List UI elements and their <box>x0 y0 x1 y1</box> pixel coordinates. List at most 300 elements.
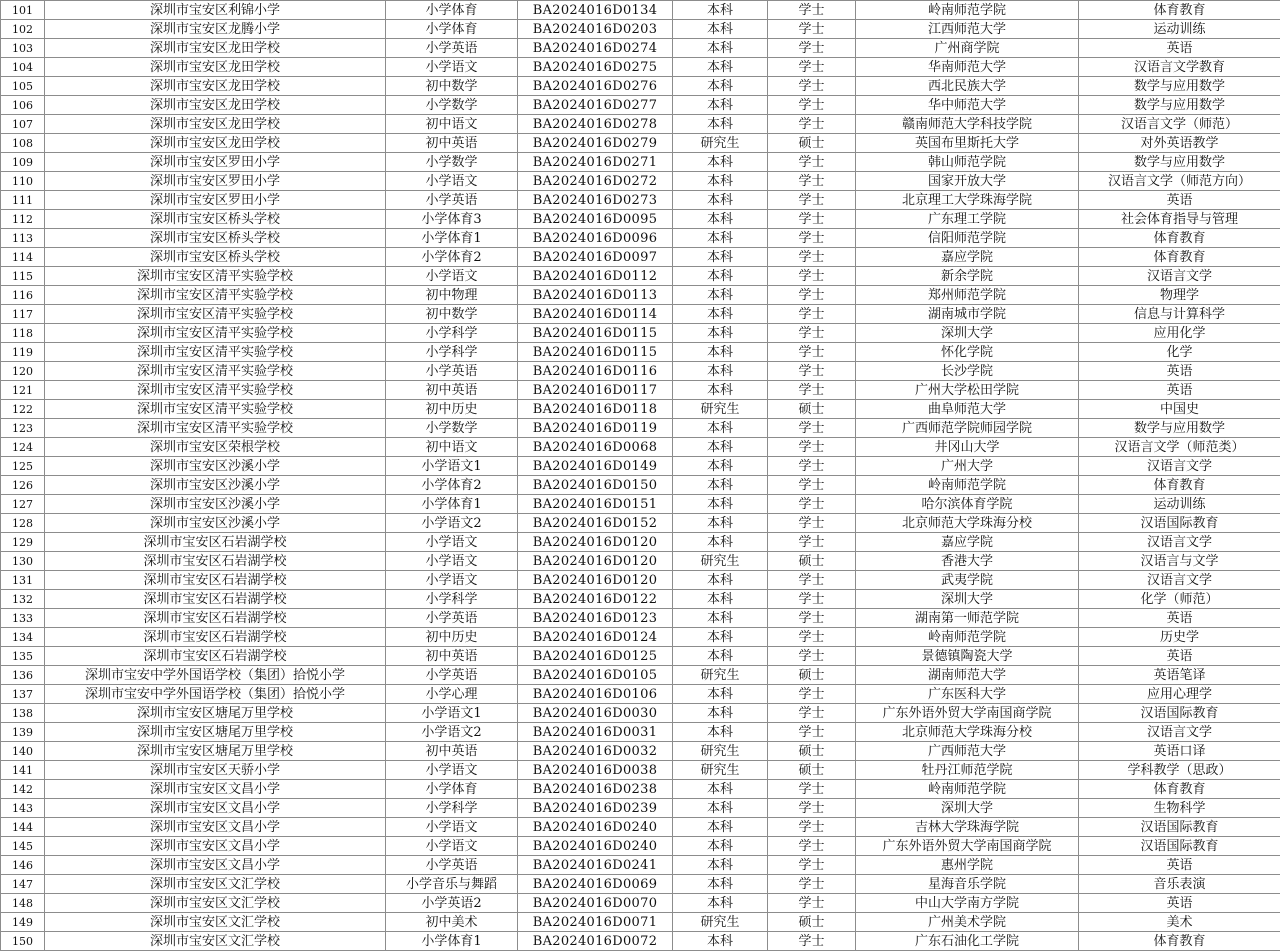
major-cell: 英语 <box>1079 647 1280 666</box>
position-cell: 小学英语 <box>386 609 518 628</box>
degree-cell: 学士 <box>768 533 856 552</box>
position-cell: 初中物理 <box>386 286 518 305</box>
education-level-cell: 本科 <box>673 685 768 704</box>
school-name-cell: 深圳市宝安区塘尾万里学校 <box>45 742 386 761</box>
row-number-cell: 117 <box>1 305 45 324</box>
table-row <box>1 666 1280 685</box>
education-level-cell: 本科 <box>673 229 768 248</box>
education-level-cell: 本科 <box>673 172 768 191</box>
table-row <box>1 533 1280 552</box>
position-code-cell: BA2024016D0030 <box>518 704 673 723</box>
education-level-cell: 本科 <box>673 590 768 609</box>
position-code-cell: BA2024016D0105 <box>518 666 673 685</box>
degree-cell: 学士 <box>768 324 856 343</box>
position-cell: 小学语文1 <box>386 704 518 723</box>
row-number-cell: 108 <box>1 134 45 153</box>
position-code-cell: BA2024016D0031 <box>518 723 673 742</box>
position-cell: 小学语文2 <box>386 723 518 742</box>
table-row <box>1 837 1280 856</box>
table-row <box>1 20 1280 39</box>
education-level-cell: 本科 <box>673 286 768 305</box>
position-cell: 初中历史 <box>386 628 518 647</box>
graduate-school-cell: 广东外语外贸大学南国商学院 <box>856 704 1079 723</box>
school-name-cell: 深圳市宝安区文汇学校 <box>45 894 386 913</box>
major-cell: 汉语国际教育 <box>1079 837 1280 856</box>
school-name-cell: 深圳市宝安区石岩湖学校 <box>45 647 386 666</box>
graduate-school-cell: 湖南师范大学 <box>856 666 1079 685</box>
row-number-cell: 127 <box>1 495 45 514</box>
school-name-cell: 深圳市宝安区荣根学校 <box>45 438 386 457</box>
degree-cell: 学士 <box>768 362 856 381</box>
degree-cell: 硕士 <box>768 400 856 419</box>
row-number-cell: 148 <box>1 894 45 913</box>
school-name-cell: 深圳市宝安区罗田小学 <box>45 153 386 172</box>
education-level-cell: 本科 <box>673 818 768 837</box>
major-cell: 汉语言文学教育 <box>1079 58 1280 77</box>
graduate-school-cell: 西北民族大学 <box>856 77 1079 96</box>
major-cell: 汉语言文学 <box>1079 457 1280 476</box>
position-cell: 初中英语 <box>386 381 518 400</box>
row-number-cell: 126 <box>1 476 45 495</box>
degree-cell: 学士 <box>768 704 856 723</box>
position-cell: 初中英语 <box>386 134 518 153</box>
degree-cell: 学士 <box>768 837 856 856</box>
education-level-cell: 本科 <box>673 628 768 647</box>
graduate-school-cell: 湖南第一师范学院 <box>856 609 1079 628</box>
position-cell: 小学心理 <box>386 685 518 704</box>
major-cell: 生物科学 <box>1079 799 1280 818</box>
position-cell: 小学体育1 <box>386 932 518 951</box>
school-name-cell: 深圳市宝安区桥头学校 <box>45 210 386 229</box>
school-name-cell: 深圳市宝安区石岩湖学校 <box>45 628 386 647</box>
degree-cell: 学士 <box>768 590 856 609</box>
table-row <box>1 647 1280 666</box>
table-row <box>1 590 1280 609</box>
position-cell: 小学英语 <box>386 39 518 58</box>
school-name-cell: 深圳市宝安区石岩湖学校 <box>45 552 386 571</box>
position-code-cell: BA2024016D0112 <box>518 267 673 286</box>
table-row <box>1 229 1280 248</box>
education-level-cell: 本科 <box>673 267 768 286</box>
graduate-school-cell: 嘉应学院 <box>856 248 1079 267</box>
graduate-school-cell: 广东理工学院 <box>856 210 1079 229</box>
major-cell: 数学与应用数学 <box>1079 153 1280 172</box>
table-row <box>1 818 1280 837</box>
position-code-cell: BA2024016D0272 <box>518 172 673 191</box>
position-cell: 小学体育2 <box>386 476 518 495</box>
graduate-school-cell: 深圳大学 <box>856 799 1079 818</box>
graduate-school-cell: 北京师范大学珠海分校 <box>856 514 1079 533</box>
major-cell: 英语 <box>1079 856 1280 875</box>
position-cell: 小学语文 <box>386 172 518 191</box>
table-row <box>1 305 1280 324</box>
graduate-school-cell: 岭南师范学院 <box>856 628 1079 647</box>
table-row <box>1 913 1280 932</box>
major-cell: 对外英语教学 <box>1079 134 1280 153</box>
school-name-cell: 深圳市宝安区文昌小学 <box>45 837 386 856</box>
table-row <box>1 552 1280 571</box>
graduate-school-cell: 广州大学 <box>856 457 1079 476</box>
position-code-cell: BA2024016D0273 <box>518 191 673 210</box>
school-name-cell: 深圳市宝安区沙溪小学 <box>45 495 386 514</box>
major-cell: 体育教育 <box>1079 780 1280 799</box>
row-number-cell: 145 <box>1 837 45 856</box>
graduate-school-cell: 新余学院 <box>856 267 1079 286</box>
position-cell: 小学语文2 <box>386 514 518 533</box>
position-cell: 小学数学 <box>386 96 518 115</box>
position-code-cell: BA2024016D0120 <box>518 533 673 552</box>
degree-cell: 学士 <box>768 495 856 514</box>
position-cell: 小学英语 <box>386 666 518 685</box>
position-cell: 小学科学 <box>386 799 518 818</box>
table-row <box>1 799 1280 818</box>
education-level-cell: 研究生 <box>673 552 768 571</box>
school-name-cell: 深圳市宝安区清平实验学校 <box>45 343 386 362</box>
school-name-cell: 深圳市宝安区龙田学校 <box>45 115 386 134</box>
row-number-cell: 139 <box>1 723 45 742</box>
position-cell: 小学语文1 <box>386 457 518 476</box>
school-name-cell: 深圳市宝安中学外国语学校（集团）拾悦小学 <box>45 666 386 685</box>
graduate-school-cell: 中山大学南方学院 <box>856 894 1079 913</box>
position-cell: 小学语文 <box>386 837 518 856</box>
table-row <box>1 438 1280 457</box>
major-cell: 英语 <box>1079 191 1280 210</box>
row-number-cell: 124 <box>1 438 45 457</box>
position-code-cell: BA2024016D0120 <box>518 571 673 590</box>
table-row <box>1 723 1280 742</box>
graduate-school-cell: 湖南城市学院 <box>856 305 1079 324</box>
degree-cell: 硕士 <box>768 742 856 761</box>
degree-cell: 学士 <box>768 96 856 115</box>
position-code-cell: BA2024016D0122 <box>518 590 673 609</box>
graduate-school-cell: 江西师范大学 <box>856 20 1079 39</box>
school-name-cell: 深圳市宝安区文昌小学 <box>45 799 386 818</box>
education-level-cell: 本科 <box>673 39 768 58</box>
table-row <box>1 248 1280 267</box>
graduate-school-cell: 郑州师范学院 <box>856 286 1079 305</box>
graduate-school-cell: 广州大学松田学院 <box>856 381 1079 400</box>
graduate-school-cell: 井冈山大学 <box>856 438 1079 457</box>
row-number-cell: 121 <box>1 381 45 400</box>
position-code-cell: BA2024016D0032 <box>518 742 673 761</box>
education-level-cell: 本科 <box>673 1 768 20</box>
table-row <box>1 115 1280 134</box>
position-code-cell: BA2024016D0068 <box>518 438 673 457</box>
row-number-cell: 114 <box>1 248 45 267</box>
major-cell: 体育教育 <box>1079 248 1280 267</box>
degree-cell: 学士 <box>768 457 856 476</box>
position-code-cell: BA2024016D0118 <box>518 400 673 419</box>
graduate-school-cell: 广州商学院 <box>856 39 1079 58</box>
row-number-cell: 144 <box>1 818 45 837</box>
graduate-school-cell: 岭南师范学院 <box>856 1 1079 20</box>
school-name-cell: 深圳市宝安区龙田学校 <box>45 134 386 153</box>
education-level-cell: 研究生 <box>673 761 768 780</box>
school-name-cell: 深圳市宝安区清平实验学校 <box>45 324 386 343</box>
table-row <box>1 153 1280 172</box>
graduate-school-cell: 惠州学院 <box>856 856 1079 875</box>
position-cell: 初中语文 <box>386 115 518 134</box>
position-code-cell: BA2024016D0106 <box>518 685 673 704</box>
graduate-school-cell: 深圳大学 <box>856 590 1079 609</box>
school-name-cell: 深圳市宝安区石岩湖学校 <box>45 533 386 552</box>
major-cell: 中国史 <box>1079 400 1280 419</box>
graduate-school-cell: 武夷学院 <box>856 571 1079 590</box>
table-row <box>1 419 1280 438</box>
row-number-cell: 112 <box>1 210 45 229</box>
position-cell: 小学体育2 <box>386 248 518 267</box>
row-number-cell: 122 <box>1 400 45 419</box>
position-code-cell: BA2024016D0072 <box>518 932 673 951</box>
table-row <box>1 267 1280 286</box>
table-row <box>1 286 1280 305</box>
education-level-cell: 本科 <box>673 704 768 723</box>
row-number-cell: 149 <box>1 913 45 932</box>
degree-cell: 学士 <box>768 77 856 96</box>
education-level-cell: 本科 <box>673 894 768 913</box>
major-cell: 体育教育 <box>1079 1 1280 20</box>
major-cell: 汉语国际教育 <box>1079 514 1280 533</box>
education-level-cell: 研究生 <box>673 913 768 932</box>
position-code-cell: BA2024016D0069 <box>518 875 673 894</box>
position-cell: 小学数学 <box>386 153 518 172</box>
degree-cell: 学士 <box>768 381 856 400</box>
school-name-cell: 深圳市宝安区龙田学校 <box>45 96 386 115</box>
position-cell: 小学音乐与舞蹈 <box>386 875 518 894</box>
position-code-cell: BA2024016D0241 <box>518 856 673 875</box>
position-cell: 小学语文 <box>386 552 518 571</box>
major-cell: 英语 <box>1079 894 1280 913</box>
position-cell: 小学语文 <box>386 818 518 837</box>
row-number-cell: 133 <box>1 609 45 628</box>
position-code-cell: BA2024016D0038 <box>518 761 673 780</box>
degree-cell: 学士 <box>768 286 856 305</box>
education-level-cell: 本科 <box>673 723 768 742</box>
graduate-school-cell: 广东石油化工学院 <box>856 932 1079 951</box>
position-code-cell: BA2024016D0278 <box>518 115 673 134</box>
table-row <box>1 742 1280 761</box>
graduate-school-cell: 岭南师范学院 <box>856 780 1079 799</box>
education-level-cell: 本科 <box>673 20 768 39</box>
education-level-cell: 本科 <box>673 571 768 590</box>
position-cell: 小学科学 <box>386 343 518 362</box>
position-code-cell: BA2024016D0150 <box>518 476 673 495</box>
position-code-cell: BA2024016D0240 <box>518 818 673 837</box>
row-number-cell: 123 <box>1 419 45 438</box>
degree-cell: 学士 <box>768 248 856 267</box>
table-row <box>1 761 1280 780</box>
row-number-cell: 103 <box>1 39 45 58</box>
major-cell: 美术 <box>1079 913 1280 932</box>
major-cell: 英语笔译 <box>1079 666 1280 685</box>
degree-cell: 学士 <box>768 476 856 495</box>
education-level-cell: 本科 <box>673 58 768 77</box>
school-name-cell: 深圳市宝安区清平实验学校 <box>45 400 386 419</box>
education-level-cell: 本科 <box>673 609 768 628</box>
school-name-cell: 深圳市宝安区文汇学校 <box>45 932 386 951</box>
major-cell: 汉语言与文学 <box>1079 552 1280 571</box>
position-code-cell: BA2024016D0115 <box>518 324 673 343</box>
education-level-cell: 本科 <box>673 533 768 552</box>
school-name-cell: 深圳市宝安区文昌小学 <box>45 818 386 837</box>
position-cell: 小学数学 <box>386 419 518 438</box>
table-row <box>1 457 1280 476</box>
school-name-cell: 深圳市宝安区清平实验学校 <box>45 267 386 286</box>
row-number-cell: 109 <box>1 153 45 172</box>
graduate-school-cell: 怀化学院 <box>856 343 1079 362</box>
graduate-school-cell: 牡丹江师范学院 <box>856 761 1079 780</box>
degree-cell: 学士 <box>768 39 856 58</box>
position-code-cell: BA2024016D0271 <box>518 153 673 172</box>
position-cell: 小学语文 <box>386 761 518 780</box>
position-code-cell: BA2024016D0238 <box>518 780 673 799</box>
position-code-cell: BA2024016D0279 <box>518 134 673 153</box>
graduate-school-cell: 岭南师范学院 <box>856 476 1079 495</box>
degree-cell: 学士 <box>768 647 856 666</box>
position-cell: 小学英语 <box>386 191 518 210</box>
row-number-cell: 120 <box>1 362 45 381</box>
graduate-school-cell: 哈尔滨体育学院 <box>856 495 1079 514</box>
school-name-cell: 深圳市宝安区利锦小学 <box>45 1 386 20</box>
degree-cell: 学士 <box>768 172 856 191</box>
position-code-cell: BA2024016D0116 <box>518 362 673 381</box>
degree-cell: 学士 <box>768 780 856 799</box>
degree-cell: 学士 <box>768 685 856 704</box>
school-name-cell: 深圳市宝安区天骄小学 <box>45 761 386 780</box>
education-level-cell: 本科 <box>673 305 768 324</box>
major-cell: 汉语言文学 <box>1079 267 1280 286</box>
degree-cell: 硕士 <box>768 552 856 571</box>
position-code-cell: BA2024016D0277 <box>518 96 673 115</box>
major-cell: 汉语言文学（师范类） <box>1079 438 1280 457</box>
graduate-school-cell: 广东外语外贸大学南国商学院 <box>856 837 1079 856</box>
table-body <box>1 1 1280 951</box>
graduate-school-cell: 北京理工大学珠海学院 <box>856 191 1079 210</box>
school-name-cell: 深圳市宝安区清平实验学校 <box>45 286 386 305</box>
education-level-cell: 本科 <box>673 324 768 343</box>
graduate-school-cell: 韩山师范学院 <box>856 153 1079 172</box>
table-row <box>1 780 1280 799</box>
major-cell: 应用心理学 <box>1079 685 1280 704</box>
table-row <box>1 704 1280 723</box>
position-code-cell: BA2024016D0134 <box>518 1 673 20</box>
education-level-cell: 本科 <box>673 837 768 856</box>
degree-cell: 硕士 <box>768 913 856 932</box>
position-code-cell: BA2024016D0124 <box>518 628 673 647</box>
major-cell: 汉语国际教育 <box>1079 818 1280 837</box>
school-name-cell: 深圳市宝安区石岩湖学校 <box>45 609 386 628</box>
position-code-cell: BA2024016D0070 <box>518 894 673 913</box>
education-level-cell: 研究生 <box>673 134 768 153</box>
education-level-cell: 本科 <box>673 875 768 894</box>
school-name-cell: 深圳市宝安区塘尾万里学校 <box>45 723 386 742</box>
school-name-cell: 深圳市宝安区清平实验学校 <box>45 381 386 400</box>
row-number-cell: 134 <box>1 628 45 647</box>
row-number-cell: 102 <box>1 20 45 39</box>
table-row <box>1 191 1280 210</box>
row-number-cell: 137 <box>1 685 45 704</box>
position-code-cell: BA2024016D0120 <box>518 552 673 571</box>
position-cell: 小学科学 <box>386 590 518 609</box>
position-cell: 初中美术 <box>386 913 518 932</box>
education-level-cell: 本科 <box>673 780 768 799</box>
major-cell: 体育教育 <box>1079 229 1280 248</box>
school-name-cell: 深圳市宝安区桥头学校 <box>45 229 386 248</box>
school-name-cell: 深圳市宝安区龙田学校 <box>45 77 386 96</box>
position-cell: 小学科学 <box>386 324 518 343</box>
table-row <box>1 39 1280 58</box>
position-code-cell: BA2024016D0117 <box>518 381 673 400</box>
row-number-cell: 142 <box>1 780 45 799</box>
position-cell: 小学语文 <box>386 571 518 590</box>
position-code-cell: BA2024016D0240 <box>518 837 673 856</box>
degree-cell: 学士 <box>768 191 856 210</box>
school-name-cell: 深圳市宝安区塘尾万里学校 <box>45 704 386 723</box>
graduate-school-cell: 广西师范学院师园学院 <box>856 419 1079 438</box>
table-row <box>1 210 1280 229</box>
major-cell: 化学（师范） <box>1079 590 1280 609</box>
row-number-cell: 116 <box>1 286 45 305</box>
school-name-cell: 深圳市宝安区沙溪小学 <box>45 476 386 495</box>
position-cell: 初中英语 <box>386 647 518 666</box>
table-row <box>1 875 1280 894</box>
major-cell: 汉语言文学（师范方向） <box>1079 172 1280 191</box>
position-cell: 小学体育1 <box>386 229 518 248</box>
row-number-cell: 135 <box>1 647 45 666</box>
graduate-school-cell: 广西师范大学 <box>856 742 1079 761</box>
graduate-school-cell: 广州美术学院 <box>856 913 1079 932</box>
school-name-cell: 深圳市宝安区龙田学校 <box>45 58 386 77</box>
row-number-cell: 119 <box>1 343 45 362</box>
school-name-cell: 深圳市宝安区龙田学校 <box>45 39 386 58</box>
education-level-cell: 本科 <box>673 514 768 533</box>
school-name-cell: 深圳市宝安区石岩湖学校 <box>45 590 386 609</box>
position-cell: 小学英语2 <box>386 894 518 913</box>
position-code-cell: BA2024016D0097 <box>518 248 673 267</box>
row-number-cell: 141 <box>1 761 45 780</box>
position-cell: 小学体育 <box>386 20 518 39</box>
table-row <box>1 134 1280 153</box>
table-row <box>1 628 1280 647</box>
education-level-cell: 本科 <box>673 115 768 134</box>
education-level-cell: 本科 <box>673 799 768 818</box>
row-number-cell: 118 <box>1 324 45 343</box>
position-code-cell: BA2024016D0149 <box>518 457 673 476</box>
table-row <box>1 77 1280 96</box>
row-number-cell: 105 <box>1 77 45 96</box>
table-row <box>1 495 1280 514</box>
education-level-cell: 本科 <box>673 77 768 96</box>
education-level-cell: 本科 <box>673 856 768 875</box>
table-row <box>1 58 1280 77</box>
education-level-cell: 本科 <box>673 495 768 514</box>
degree-cell: 学士 <box>768 856 856 875</box>
position-cell: 小学语文 <box>386 267 518 286</box>
education-level-cell: 研究生 <box>673 742 768 761</box>
education-level-cell: 本科 <box>673 248 768 267</box>
major-cell: 英语 <box>1079 39 1280 58</box>
degree-cell: 学士 <box>768 210 856 229</box>
graduate-school-cell: 景德镇陶瓷大学 <box>856 647 1079 666</box>
graduate-school-cell: 北京师范大学珠海分校 <box>856 723 1079 742</box>
table-row <box>1 343 1280 362</box>
row-number-cell: 129 <box>1 533 45 552</box>
degree-cell: 学士 <box>768 875 856 894</box>
position-code-cell: BA2024016D0096 <box>518 229 673 248</box>
major-cell: 数学与应用数学 <box>1079 419 1280 438</box>
degree-cell: 学士 <box>768 799 856 818</box>
position-cell: 小学语文 <box>386 533 518 552</box>
